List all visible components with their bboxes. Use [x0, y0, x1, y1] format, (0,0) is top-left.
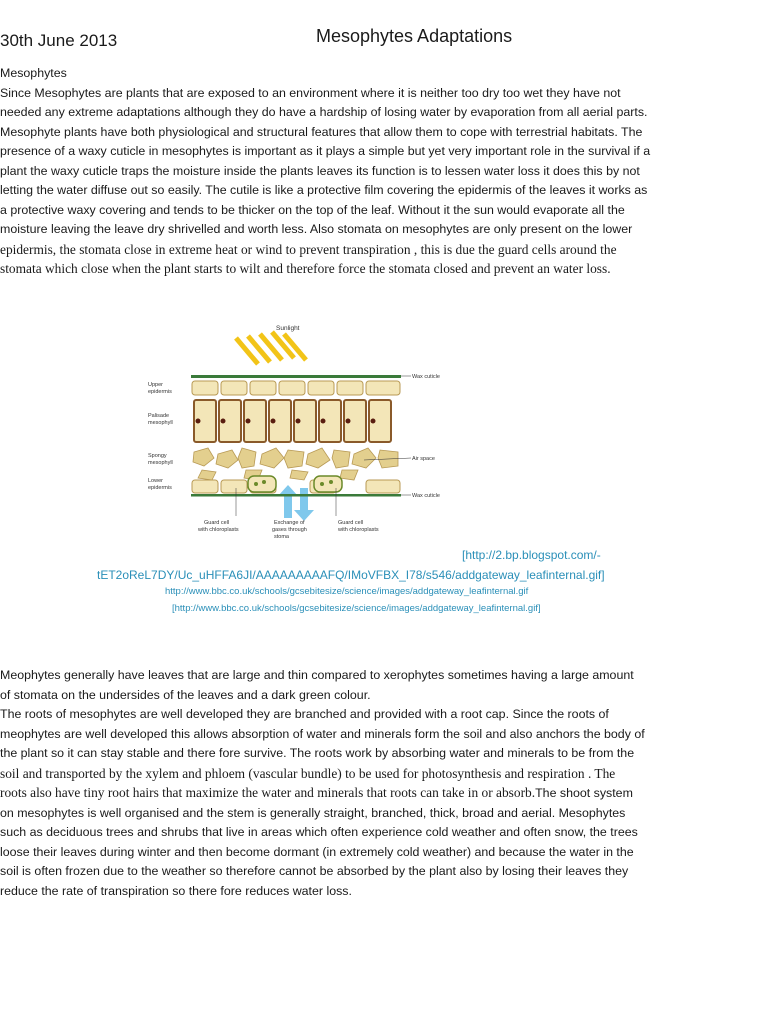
gas-exchange-arrows — [278, 485, 314, 521]
text-line: meophytes are well developed this allows absorption of water and minerals form the soil and also anchors the body of — [0, 726, 645, 741]
label-upper-1: Upper — [148, 382, 163, 388]
label-spongy-1: Spongy — [148, 453, 167, 459]
label-palisade-1: Palisade — [148, 413, 170, 419]
text-line: soil is often frozen due to the weather so therefore cannot be absorbed by the plant also by losing their leaves they — [0, 864, 629, 878]
wax-cuticle-top — [191, 375, 401, 378]
text-line: reduce the rate of transpiration so there fore reduces water loss. — [0, 883, 352, 898]
text-line: a protective waxy covering and tends to be thicker on the top of the leaf. Without it the sun would evaporate all the — [0, 202, 625, 217]
wax-cuticle-bottom — [191, 494, 401, 497]
label-exchange-3: stoma — [274, 534, 289, 540]
text-line: letting the water diffuse out so easily. The cutile is like a protective film covering the epidermis of the leaves it works as — [0, 183, 648, 197]
label-guard-right-2: with chloroplasts — [338, 527, 379, 533]
upper-epidermis-cells — [192, 381, 400, 395]
paragraph-mesophytes-intro — [0, 64, 752, 279]
text-line: loose their leaves during winter and then become dormant (in extremely cold weather) and because the water in the — [0, 844, 634, 859]
text-line: Meophytes generally have leaves that are large and thin compared to xerophytes sometimes having a large amount — [0, 668, 634, 682]
label-guard-left-2: with chloroplasts — [198, 527, 239, 533]
label-exchange-2: gases through — [272, 527, 307, 533]
label-guard-left-1: Guard cell — [204, 520, 230, 526]
label-lower-1: Lower — [148, 478, 163, 484]
text-line: moisture leaving the leave dry shrivelled and worth less. Also stomata on mesophytes are only present on the lower — [0, 222, 633, 236]
text-line: Mesophyte plants have both physiological and structural features that allow them to cope with terrestrial habitats. The — [0, 124, 643, 139]
text-line: plant the waxy cuticle traps the moisture inside the plants leaves its function is to lessen water loss it does this by not — [0, 163, 640, 178]
text-line: soil and transported by the xylem and phloem (vascular bundle) to be used for photosynthesis and respiration . The — [0, 765, 616, 781]
text-line: stomata which close when the plant starts to wilt and therefore force the stomata closed and prevent an water loss. — [0, 261, 611, 276]
text-segment: roots also have tiny root hairs that maximize the water and minerals that roots can take in or absorb. — [0, 785, 536, 800]
document-date: 30th June 2013 — [0, 31, 118, 50]
leaf-diagram-svg — [146, 320, 452, 540]
text-line: needed any extreme adaptations although they do have a hardship of losing water by evaporation from all aerial parts. — [0, 105, 648, 119]
source-link-blogspot-part1[interactable]: [http://2.bp.blogspot.com/- — [462, 548, 601, 562]
source-link-blogspot-part2[interactable]: tET2oReL7DY/Uc_uHFFA6JI/AAAAAAAAAFQ/IMoVFBX_I78/s546/addgateway_leafinternal.gif] — [97, 568, 605, 582]
sunlight-rays — [236, 332, 306, 364]
leaf-cross-section-diagram — [146, 320, 452, 540]
label-sunlight: Sunlight — [276, 325, 300, 332]
text-line: Since Mesophytes are plants that are exposed to an environment where it is neither too dry too wet they have not — [0, 85, 621, 100]
spongy-cells — [193, 448, 398, 480]
label-wax-cuticle-top: Wax cuticle — [412, 374, 440, 380]
text-line: such as deciduous trees and shrubs that live in areas which often experience cold weather and often snow, the trees — [0, 825, 638, 839]
text-line: The roots of mesophytes are well developed they are branched and provided with a root cap. Since the roots of — [0, 707, 609, 721]
label-guard-right-1: Guard cell — [338, 520, 364, 526]
label-spongy-2: mesophyll — [148, 460, 173, 466]
text-line: epidermis, the stomata close in extreme heat or wind to prevent transpiration , this is due the guard cells around the — [0, 241, 617, 257]
label-palisade-2: mesophyll — [148, 420, 173, 426]
text-line: the plant so it can stay stable and there fore survive. The roots work by absorbing water and minerals to be from the — [0, 746, 635, 760]
source-link-bbc[interactable]: http://www.bbc.co.uk/schools/gcsebitesize/science/images/addgateway_leafinternal.gif — [165, 586, 529, 597]
text-line: Mesophytes — [0, 66, 67, 80]
text-line — [0, 783, 752, 804]
source-link-bbc-bracketed[interactable]: [http://www.bbc.co.uk/schools/gcsebitesize/science/images/addgateway_leafinternal.gif] — [172, 603, 541, 614]
text-line: presence of a waxy cuticle in mesophytes is important as it plays a simple but yet very important role in the survival if a — [0, 144, 651, 158]
label-lower-2: epidermis — [148, 485, 172, 491]
palisade-cells — [194, 400, 391, 442]
label-upper-2: epidermis — [148, 389, 172, 395]
text-line: on mesophytes is well organised and the stem is generally straight, branched, thick, broad and aerial. Mesophytes — [0, 805, 626, 820]
paragraph-mesophytes-leaves-roots — [0, 666, 752, 901]
label-air-space: Air space — [412, 456, 435, 462]
label-wax-cuticle-bottom: Wax cuticle — [412, 493, 440, 499]
text-line: of stomata on the undersides of the leaves and a dark green colour. — [0, 687, 371, 702]
page-title: Mesophytes Adaptations — [316, 26, 513, 46]
label-exchange-1: Exchange of — [274, 520, 305, 526]
text-segment: The shoot system — [535, 786, 633, 800]
